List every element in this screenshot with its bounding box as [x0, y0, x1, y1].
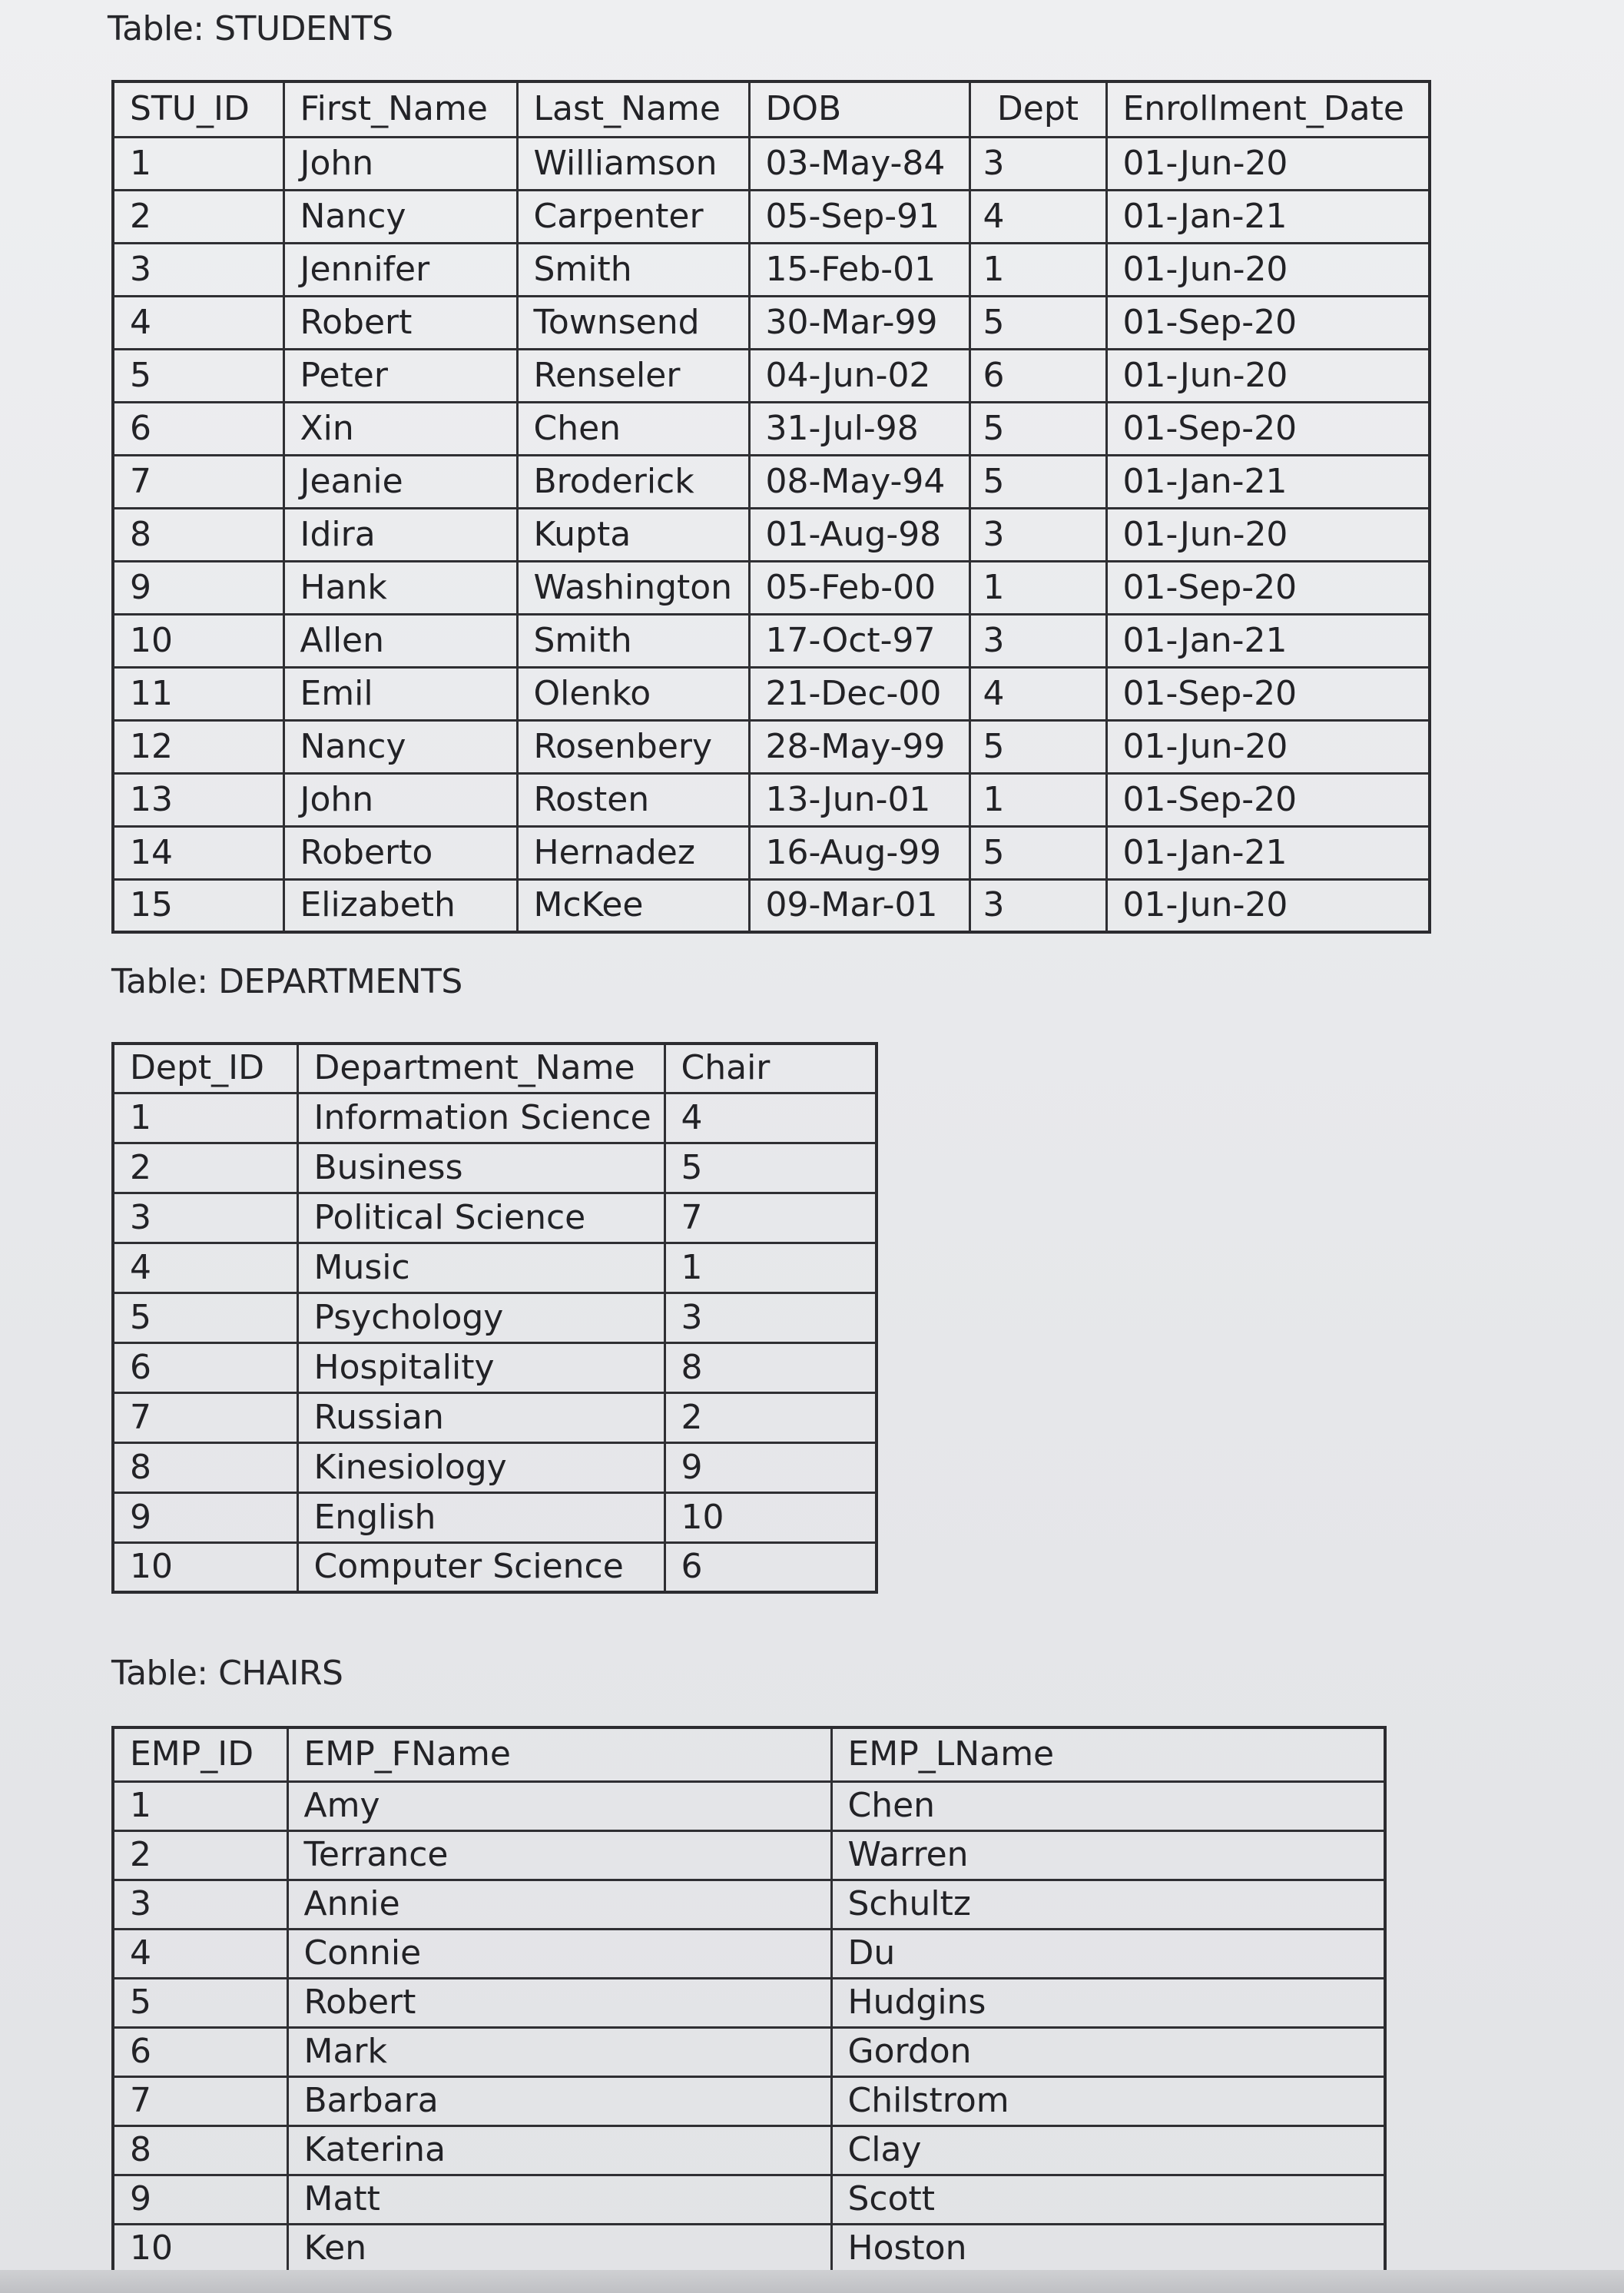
- column-header-enrollment-date: Enrollment_Date: [1106, 81, 1430, 137]
- students-cell: 3: [969, 614, 1106, 667]
- chairs-cell: Matt: [287, 2175, 831, 2224]
- chairs-cell: 9: [113, 2175, 287, 2224]
- departments-cell: 4: [113, 1243, 297, 1293]
- students-cell: 01-Jan-21: [1106, 190, 1430, 243]
- students-cell: 6: [969, 349, 1106, 402]
- students-cell: Jeanie: [283, 455, 517, 508]
- departments-row: [113, 1093, 877, 1143]
- students-cell: Carpenter: [517, 190, 749, 243]
- students-row: [113, 879, 1430, 932]
- students-cell: John: [283, 137, 517, 190]
- departments-row: [113, 1293, 877, 1342]
- students-cell: Rosten: [517, 773, 749, 826]
- students-row: [113, 296, 1430, 349]
- chairs-table-title: Table: CHAIRS: [111, 1654, 343, 1693]
- chairs-row: [113, 2027, 1385, 2076]
- students-cell: 1: [969, 243, 1106, 296]
- departments-header-row: [113, 1044, 877, 1093]
- students-cell: Hank: [283, 561, 517, 614]
- students-cell: 2: [113, 190, 283, 243]
- departments-cell: 7: [113, 1392, 297, 1442]
- chairs-cell: 4: [113, 1929, 287, 1978]
- chairs-cell: 3: [113, 1880, 287, 1929]
- departments-row: [113, 1392, 877, 1442]
- students-cell: 5: [969, 402, 1106, 455]
- chairs-header-row: [113, 1727, 1385, 1781]
- chairs-row: [113, 2224, 1385, 2273]
- students-cell: 3: [969, 137, 1106, 190]
- departments-row: [113, 1143, 877, 1193]
- students-cell: 13: [113, 773, 283, 826]
- students-cell: 3: [113, 243, 283, 296]
- students-row: [113, 190, 1430, 243]
- students-cell: 4: [969, 667, 1106, 720]
- departments-table: [111, 1042, 878, 1594]
- students-row: [113, 402, 1430, 455]
- chairs-row: [113, 2125, 1385, 2175]
- students-cell: Hernadez: [517, 826, 749, 879]
- departments-table-body: [113, 1093, 877, 1592]
- students-cell: 15: [113, 879, 283, 932]
- students-cell: Elizabeth: [283, 879, 517, 932]
- chairs-cell: Ken: [287, 2224, 831, 2273]
- students-cell: 01-Sep-20: [1106, 773, 1430, 826]
- chairs-cell: Connie: [287, 1929, 831, 1978]
- departments-cell: 6: [113, 1342, 297, 1392]
- students-cell: 3: [969, 879, 1106, 932]
- students-cell: 30-Mar-99: [749, 296, 969, 349]
- students-row: [113, 667, 1430, 720]
- chairs-cell: 2: [113, 1830, 287, 1880]
- students-cell: 10: [113, 614, 283, 667]
- students-cell: Renseler: [517, 349, 749, 402]
- chairs-cell: Clay: [831, 2125, 1385, 2175]
- students-cell: Xin: [283, 402, 517, 455]
- departments-cell: 1: [665, 1243, 877, 1293]
- departments-cell: Kinesiology: [297, 1442, 665, 1492]
- students-table-body: [113, 137, 1430, 932]
- departments-cell: Psychology: [297, 1293, 665, 1342]
- students-cell: Robert: [283, 296, 517, 349]
- students-cell: 05-Feb-00: [749, 561, 969, 614]
- students-cell: 01-Jun-20: [1106, 137, 1430, 190]
- students-cell: 31-Jul-98: [749, 402, 969, 455]
- students-row: [113, 720, 1430, 773]
- students-cell: 5: [969, 826, 1106, 879]
- students-cell: 3: [969, 508, 1106, 561]
- chairs-cell: Katerina: [287, 2125, 831, 2175]
- departments-cell: 10: [113, 1542, 297, 1592]
- departments-row: [113, 1193, 877, 1243]
- students-cell: Peter: [283, 349, 517, 402]
- students-cell: 17-Oct-97: [749, 614, 969, 667]
- students-cell: 01-Sep-20: [1106, 402, 1430, 455]
- chairs-cell: Terrance: [287, 1830, 831, 1880]
- students-cell: 01-Jun-20: [1106, 349, 1430, 402]
- students-cell: McKee: [517, 879, 749, 932]
- students-cell: Broderick: [517, 455, 749, 508]
- departments-cell: Hospitality: [297, 1342, 665, 1392]
- chairs-cell: Schultz: [831, 1880, 1385, 1929]
- students-cell: 8: [113, 508, 283, 561]
- column-header-dept: Dept: [969, 81, 1106, 137]
- column-header-department-name: Department_Name: [297, 1044, 665, 1093]
- students-cell: 05-Sep-91: [749, 190, 969, 243]
- students-cell: 4: [969, 190, 1106, 243]
- students-cell: 01-Sep-20: [1106, 296, 1430, 349]
- column-header-dob: DOB: [749, 81, 969, 137]
- column-header-emp-id: EMP_ID: [113, 1727, 287, 1781]
- students-cell: Nancy: [283, 720, 517, 773]
- students-cell: 01-Jun-20: [1106, 879, 1430, 932]
- column-header-first-name: First_Name: [283, 81, 517, 137]
- students-cell: 13-Jun-01: [749, 773, 969, 826]
- departments-cell: 4: [665, 1093, 877, 1143]
- departments-cell: Russian: [297, 1392, 665, 1442]
- students-cell: 01-Jan-21: [1106, 614, 1430, 667]
- students-cell: 14: [113, 826, 283, 879]
- students-row: [113, 349, 1430, 402]
- students-row: [113, 614, 1430, 667]
- departments-row: [113, 1492, 877, 1542]
- chairs-cell: 5: [113, 1978, 287, 2027]
- chairs-row: [113, 2175, 1385, 2224]
- departments-cell: 7: [665, 1193, 877, 1243]
- students-cell: Townsend: [517, 296, 749, 349]
- chairs-table-body: [113, 1781, 1385, 2273]
- departments-cell: 3: [665, 1293, 877, 1342]
- students-cell: 11: [113, 667, 283, 720]
- chairs-cell: Barbara: [287, 2076, 831, 2125]
- chairs-cell: Mark: [287, 2027, 831, 2076]
- students-cell: 21-Dec-00: [749, 667, 969, 720]
- students-table: [111, 80, 1431, 934]
- departments-row: [113, 1342, 877, 1392]
- students-cell: 01-Jun-20: [1106, 508, 1430, 561]
- students-cell: 7: [113, 455, 283, 508]
- students-cell: 5: [969, 455, 1106, 508]
- departments-cell: 8: [665, 1342, 877, 1392]
- students-cell: Nancy: [283, 190, 517, 243]
- departments-cell: Political Science: [297, 1193, 665, 1243]
- students-cell: 01-Jan-21: [1106, 826, 1430, 879]
- column-header-dept-id: Dept_ID: [113, 1044, 297, 1093]
- chairs-row: [113, 2076, 1385, 2125]
- chairs-cell: Amy: [287, 1781, 831, 1830]
- students-table-title: Table: STUDENTS: [108, 9, 393, 48]
- chairs-row: [113, 1929, 1385, 1978]
- chairs-row: [113, 1781, 1385, 1830]
- departments-cell: 8: [113, 1442, 297, 1492]
- departments-cell: 9: [113, 1492, 297, 1542]
- students-cell: 4: [113, 296, 283, 349]
- students-row: [113, 826, 1430, 879]
- column-header-last-name: Last_Name: [517, 81, 749, 137]
- departments-cell: Business: [297, 1143, 665, 1193]
- students-cell: 01-Sep-20: [1106, 667, 1430, 720]
- students-cell: 01-Jun-20: [1106, 243, 1430, 296]
- students-row: [113, 773, 1430, 826]
- departments-cell: 5: [665, 1143, 877, 1193]
- departments-cell: English: [297, 1492, 665, 1542]
- students-cell: 1: [969, 773, 1106, 826]
- students-row: [113, 561, 1430, 614]
- chairs-row: [113, 1830, 1385, 1880]
- chairs-row: [113, 1978, 1385, 2027]
- chairs-cell: Annie: [287, 1880, 831, 1929]
- students-row: [113, 455, 1430, 508]
- students-cell: 5: [969, 720, 1106, 773]
- chairs-cell: Scott: [831, 2175, 1385, 2224]
- students-cell: Allen: [283, 614, 517, 667]
- students-cell: 9: [113, 561, 283, 614]
- chairs-cell: Warren: [831, 1830, 1385, 1880]
- students-cell: 08-May-94: [749, 455, 969, 508]
- students-cell: Olenko: [517, 667, 749, 720]
- students-cell: Roberto: [283, 826, 517, 879]
- chairs-cell: Gordon: [831, 2027, 1385, 2076]
- students-header-row: [113, 81, 1430, 137]
- chairs-cell: Du: [831, 1929, 1385, 1978]
- chairs-cell: Chilstrom: [831, 2076, 1385, 2125]
- departments-cell: 10: [665, 1492, 877, 1542]
- chairs-cell: Robert: [287, 1978, 831, 2027]
- students-cell: 5: [969, 296, 1106, 349]
- departments-cell: 6: [665, 1542, 877, 1592]
- students-cell: Smith: [517, 614, 749, 667]
- departments-cell: 2: [113, 1143, 297, 1193]
- students-cell: Williamson: [517, 137, 749, 190]
- students-cell: Smith: [517, 243, 749, 296]
- students-row: [113, 508, 1430, 561]
- chairs-cell: Chen: [831, 1781, 1385, 1830]
- students-cell: 28-May-99: [749, 720, 969, 773]
- chairs-cell: 7: [113, 2076, 287, 2125]
- students-cell: 01-Sep-20: [1106, 561, 1430, 614]
- departments-cell: Computer Science: [297, 1542, 665, 1592]
- students-row: [113, 243, 1430, 296]
- departments-cell: 9: [665, 1442, 877, 1492]
- chairs-cell: 6: [113, 2027, 287, 2076]
- students-cell: Kupta: [517, 508, 749, 561]
- column-header-chair: Chair: [665, 1044, 877, 1093]
- students-cell: Emil: [283, 667, 517, 720]
- students-cell: Rosenbery: [517, 720, 749, 773]
- chairs-cell: 1: [113, 1781, 287, 1830]
- departments-cell: Information Science: [297, 1093, 665, 1143]
- students-cell: 12: [113, 720, 283, 773]
- departments-cell: 1: [113, 1093, 297, 1143]
- students-cell: Idira: [283, 508, 517, 561]
- departments-cell: 3: [113, 1193, 297, 1243]
- chairs-cell: Hoston: [831, 2224, 1385, 2273]
- departments-table-title: Table: DEPARTMENTS: [111, 962, 462, 1001]
- students-cell: 1: [113, 137, 283, 190]
- column-header-emp-fname: EMP_FName: [287, 1727, 831, 1781]
- students-cell: 15-Feb-01: [749, 243, 969, 296]
- departments-cell: 5: [113, 1293, 297, 1342]
- chairs-cell: 8: [113, 2125, 287, 2175]
- students-cell: 16-Aug-99: [749, 826, 969, 879]
- students-cell: 1: [969, 561, 1106, 614]
- chairs-cell: Hudgins: [831, 1978, 1385, 2027]
- students-cell: 01-Jun-20: [1106, 720, 1430, 773]
- departments-cell: 2: [665, 1392, 877, 1442]
- chairs-row: [113, 1880, 1385, 1929]
- students-cell: 01-Jan-21: [1106, 455, 1430, 508]
- chairs-cell: 10: [113, 2224, 287, 2273]
- students-cell: John: [283, 773, 517, 826]
- column-header-stu-id: STU_ID: [113, 81, 283, 137]
- students-cell: 09-Mar-01: [749, 879, 969, 932]
- students-cell: Jennifer: [283, 243, 517, 296]
- students-row: [113, 137, 1430, 190]
- students-cell: 04-Jun-02: [749, 349, 969, 402]
- students-cell: Washington: [517, 561, 749, 614]
- students-cell: 03-May-84: [749, 137, 969, 190]
- students-cell: 01-Aug-98: [749, 508, 969, 561]
- column-header-emp-lname: EMP_LName: [831, 1727, 1385, 1781]
- departments-row: [113, 1243, 877, 1293]
- students-cell: 5: [113, 349, 283, 402]
- students-cell: 6: [113, 402, 283, 455]
- screen-bottom-edge: [0, 2270, 1624, 2293]
- chairs-table: [111, 1726, 1387, 2275]
- students-cell: Chen: [517, 402, 749, 455]
- departments-row: [113, 1442, 877, 1492]
- departments-row: [113, 1542, 877, 1592]
- departments-cell: Music: [297, 1243, 665, 1293]
